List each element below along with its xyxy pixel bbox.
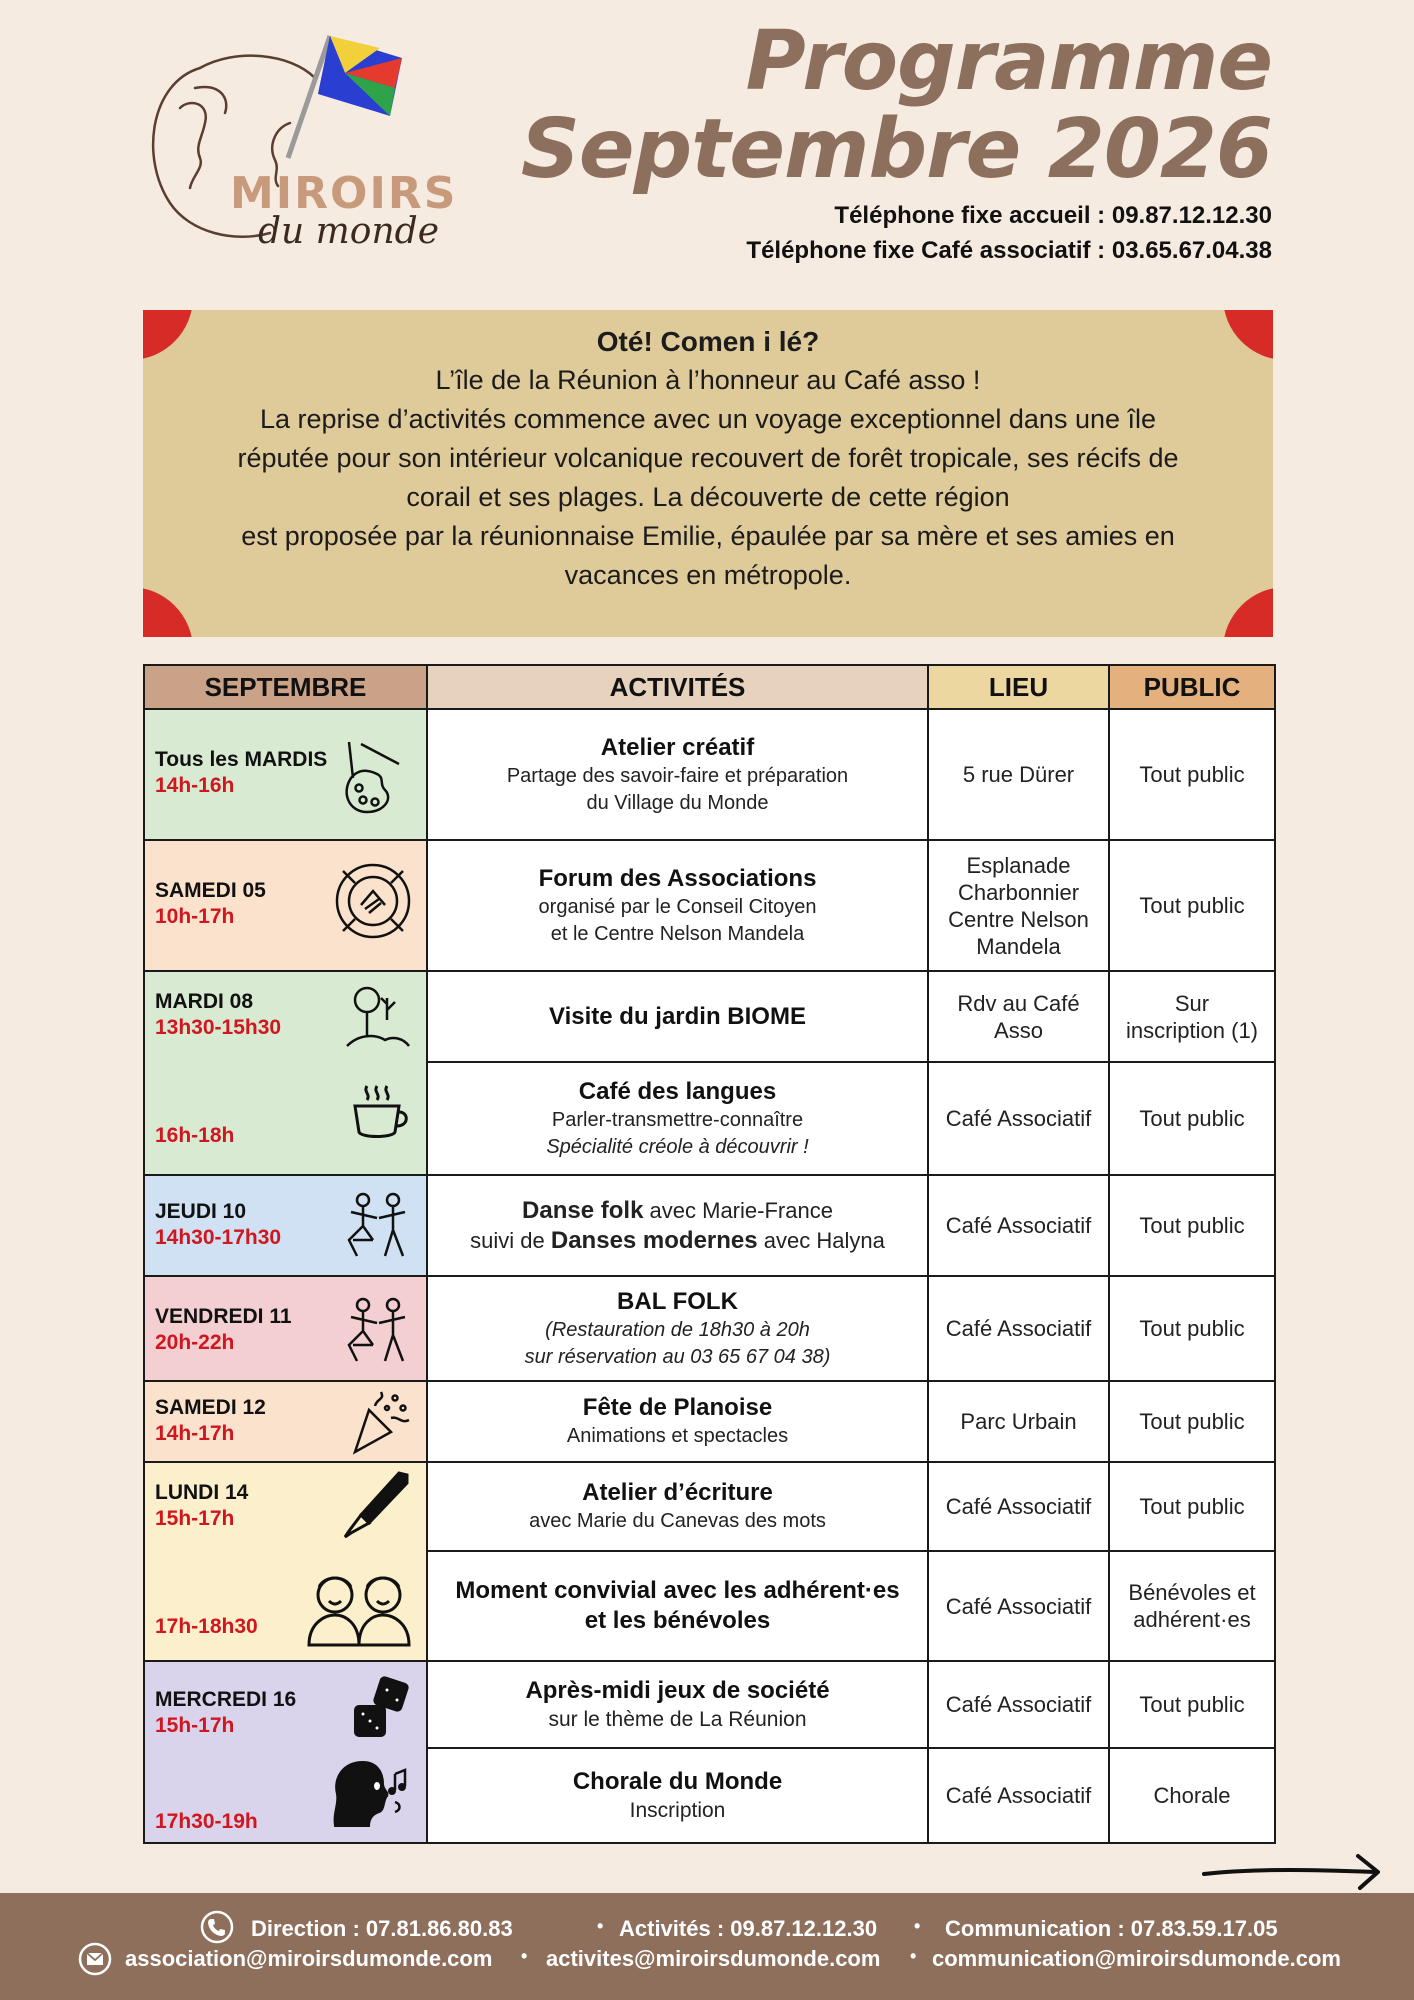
activity-desc: sur réservation au 03 65 67 04 38) [524,1345,831,1368]
public-cell: Tout public [1109,1175,1275,1276]
activity-cell [427,971,928,1062]
footer-bullet: • [914,1916,921,1936]
public-cell: Tout public [1109,1381,1275,1462]
envelope-icon [78,1942,112,1982]
activity-cell [427,1276,928,1381]
place-cell [928,971,1109,1062]
date-cell [144,1661,427,1843]
activity-title: Café des langues [578,1077,777,1105]
activity-desc: organisé par le Conseil Citoyen [538,895,817,918]
footer-bullet: • [910,1946,917,1966]
place-line: Mandela [976,933,1061,959]
activity-line [428,1226,927,1256]
activity-desc: suivi de [470,1227,551,1253]
time-label: 20h-22h [155,1331,235,1354]
time-label: 17h-18h30 [155,1615,258,1638]
date-label: JEUDI 10 [155,1200,247,1223]
place-line: Centre Nelson [948,906,1089,932]
title-line-1: Programme [745,14,1272,109]
activity-desc: avec Marie du Canevas des mots [529,1510,826,1532]
place-cell [928,840,1109,971]
public-cell: Chorale [1109,1748,1275,1843]
activity-title: Forum des Associations [538,864,817,892]
intro-line: corail et ses plages. La découverte de cette région [406,482,1010,512]
public-cell: Tout public [1109,1276,1275,1381]
footer-bullet: • [597,1916,604,1936]
time-label: 14h-16h [155,774,235,797]
intro-line: La reprise d’activités commence avec un voyage exceptionnel dans une île [259,404,1157,434]
footer-activites: Activités : 09.87.12.12.30 [619,1916,878,1941]
activity-desc: Animations et spectacles [566,1425,789,1447]
activity-desc: Inscription [629,1799,726,1822]
activity-title: Atelier d’écriture [582,1479,773,1506]
phone-numbers [746,198,1272,268]
activity-desc: sur le thème de La Réunion [548,1708,807,1731]
dice-icon [351,1676,411,1740]
public-cell [1109,971,1275,1062]
date-label: SAMEDI 05 [155,879,266,902]
place-cell: Café Associatif [928,1062,1109,1175]
date-label: SAMEDI 12 [155,1396,266,1419]
date-cell [144,1381,427,1462]
activity-desc: Parler-transmettre-connaître [551,1108,804,1131]
date-label: LUNDI 14 [155,1481,249,1504]
intro-line: L’île de la Réunion à l’honneur au Café asso ! [435,365,981,395]
date-label: Tous les MARDIS [155,748,328,771]
table-row [144,1462,1275,1551]
date-cell [144,1462,427,1661]
table-row [144,1381,1275,1462]
footer-direction: Direction : 07.81.86.80.83 [251,1916,513,1941]
fountain-pen-icon [341,1471,411,1541]
activity-title: Chorale du Monde [572,1768,783,1795]
date-label: MERCREDI 16 [155,1688,297,1711]
date-cell [144,709,427,840]
time-label: 16h-18h [155,1124,235,1147]
place-cell: Café Associatif [928,1175,1109,1276]
activity-cell [427,1175,928,1276]
activity-cell [427,1748,928,1843]
programme-table [143,664,1276,1844]
page-title [520,14,1272,197]
activity-title: Moment convivial avec les adhérent·es [455,1577,900,1604]
logo [140,28,500,258]
table-row [144,1661,1275,1748]
header-place: LIEU [928,665,1109,709]
activity-desc: avec Halyna [757,1227,885,1253]
logo-graphic [140,28,500,258]
public-cell: Tout public [1109,1462,1275,1551]
time-label: 15h-17h [155,1507,235,1530]
place-line: Esplanade [966,852,1071,878]
activity-cell [427,1381,928,1462]
public-line: adhérent·es [1133,1607,1251,1632]
activity-title: Visite du jardin BIOME [549,1002,806,1030]
header-public: PUBLIC [1109,665,1275,709]
activity-cell [427,1661,928,1748]
folk-dancers-icon [343,1190,411,1262]
time-label: 15h-17h [155,1714,235,1737]
intro-line: est proposée par la réunionnaise Emilie, épaulée par sa mère et ses amies en [241,521,1175,551]
phone-accueil: Téléphone fixe accueil : 09.87.12.12.30 [834,202,1272,229]
place-line: Charbonnier [957,879,1080,905]
activity-title: Atelier créatif [600,733,755,761]
flag-icon [318,36,402,116]
activity-desc: et le Centre Nelson Mandela [550,922,805,945]
activity-cell [427,1551,928,1661]
table-row [144,709,1275,840]
date-cell [144,971,427,1175]
date-label: MARDI 08 [155,990,254,1013]
time-label: 14h30-17h30 [155,1226,282,1249]
table-header-row [144,665,1275,709]
activity-desc: (Restauration de 18h30 à 20h [545,1318,810,1341]
activity-desc: Partage des savoir-faire et préparation [506,764,849,787]
place-cell: Café Associatif [928,1551,1109,1661]
public-cell: Tout public [1109,709,1275,840]
activity-desc: du Village du Monde [586,791,769,814]
date-cell [144,840,427,971]
date-cell [144,1276,427,1381]
people-icon [305,1571,413,1647]
activity-cell [427,709,928,840]
title-line-2: Septembre 2026 [520,102,1272,197]
coffee-cup-icon [349,1082,411,1142]
folk-dancers-icon [343,1295,411,1367]
activity-title: Danse folk [522,1196,644,1224]
public-cell: Tout public [1109,1062,1275,1175]
footer [0,1893,1414,2000]
place-cell: 5 rue Dürer [928,709,1109,840]
header-activities: ACTIVITÉS [427,665,928,709]
intro-box [143,310,1273,637]
table-row [144,840,1275,971]
tree-icon [345,980,411,1050]
footer-communication: Communication : 07.83.59.17.05 [945,1916,1278,1941]
footer-email-communication[interactable]: communication@miroirsdumonde.com [932,1946,1341,1971]
time-label: 14h-17h [155,1422,235,1445]
place-cell: Café Associatif [928,1462,1109,1551]
time-label: 13h30-15h30 [155,1016,282,1039]
header-month: SEPTEMBRE [144,665,427,709]
table-row [144,1276,1275,1381]
arrow-right-icon[interactable] [1200,1852,1385,1892]
palette-icon [341,738,401,814]
activity-title: BAL FOLK [617,1287,738,1315]
place-cell: Café Associatif [928,1661,1109,1748]
footer-email-association[interactable]: association@miroirsdumonde.com [125,1946,493,1971]
date-label: VENDREDI 11 [155,1305,292,1328]
singing-icon [329,1756,413,1830]
public-line: Bénévoles et [1128,1580,1256,1605]
footer-email-activites[interactable]: activites@miroirsdumonde.com [546,1946,881,1971]
public-cell: Tout public [1109,1661,1275,1748]
logo-text: MIROIRS [230,168,458,219]
activity-title: Danses modernes [550,1226,758,1254]
place-line: Rdv au Café [957,990,1080,1016]
place-cell: Café Associatif [928,1748,1109,1843]
activity-cell [427,1462,928,1551]
table-row [144,1175,1275,1276]
phone-icon [200,1910,234,1950]
intro-line: vacances en métropole. [564,560,852,590]
intro-heading: Oté! Comen i lé? [596,326,820,357]
logo-subtext: du monde [258,211,440,252]
place-line: Asso [994,1017,1043,1043]
intro-line: réputée pour son intérieur volcanique recouvert de forêt tropicale, ses récifs de [237,443,1179,473]
table-row [144,971,1275,1062]
date-cell [144,1175,427,1276]
activity-cell [427,1062,928,1175]
place-cell: Café Associatif [928,1276,1109,1381]
activity-cell [427,840,928,971]
party-popper-icon [351,1388,411,1456]
activity-title: Fête de Planoise [582,1394,773,1421]
activity-desc: avec Marie-France [643,1197,833,1223]
public-cell: Tout public [1109,840,1275,971]
footer-bullet: • [521,1946,528,1966]
public-line: inscription (1) [1125,1017,1259,1043]
handshake-icon [333,861,413,941]
time-label: 10h-17h [155,905,235,928]
phone-cafe: Téléphone fixe Café associatif : 03.65.67.04.38 [746,237,1272,264]
public-line: Sur [1174,990,1210,1016]
activity-desc: Spécialité créole à découvrir ! [546,1135,809,1158]
activity-line [428,1196,927,1226]
activity-title: et les bénévoles [584,1607,771,1634]
time-label: 17h30-19h [155,1810,258,1833]
public-cell [1109,1551,1275,1661]
place-cell: Parc Urbain [928,1381,1109,1462]
activity-title: Après-midi jeux de société [525,1677,830,1704]
